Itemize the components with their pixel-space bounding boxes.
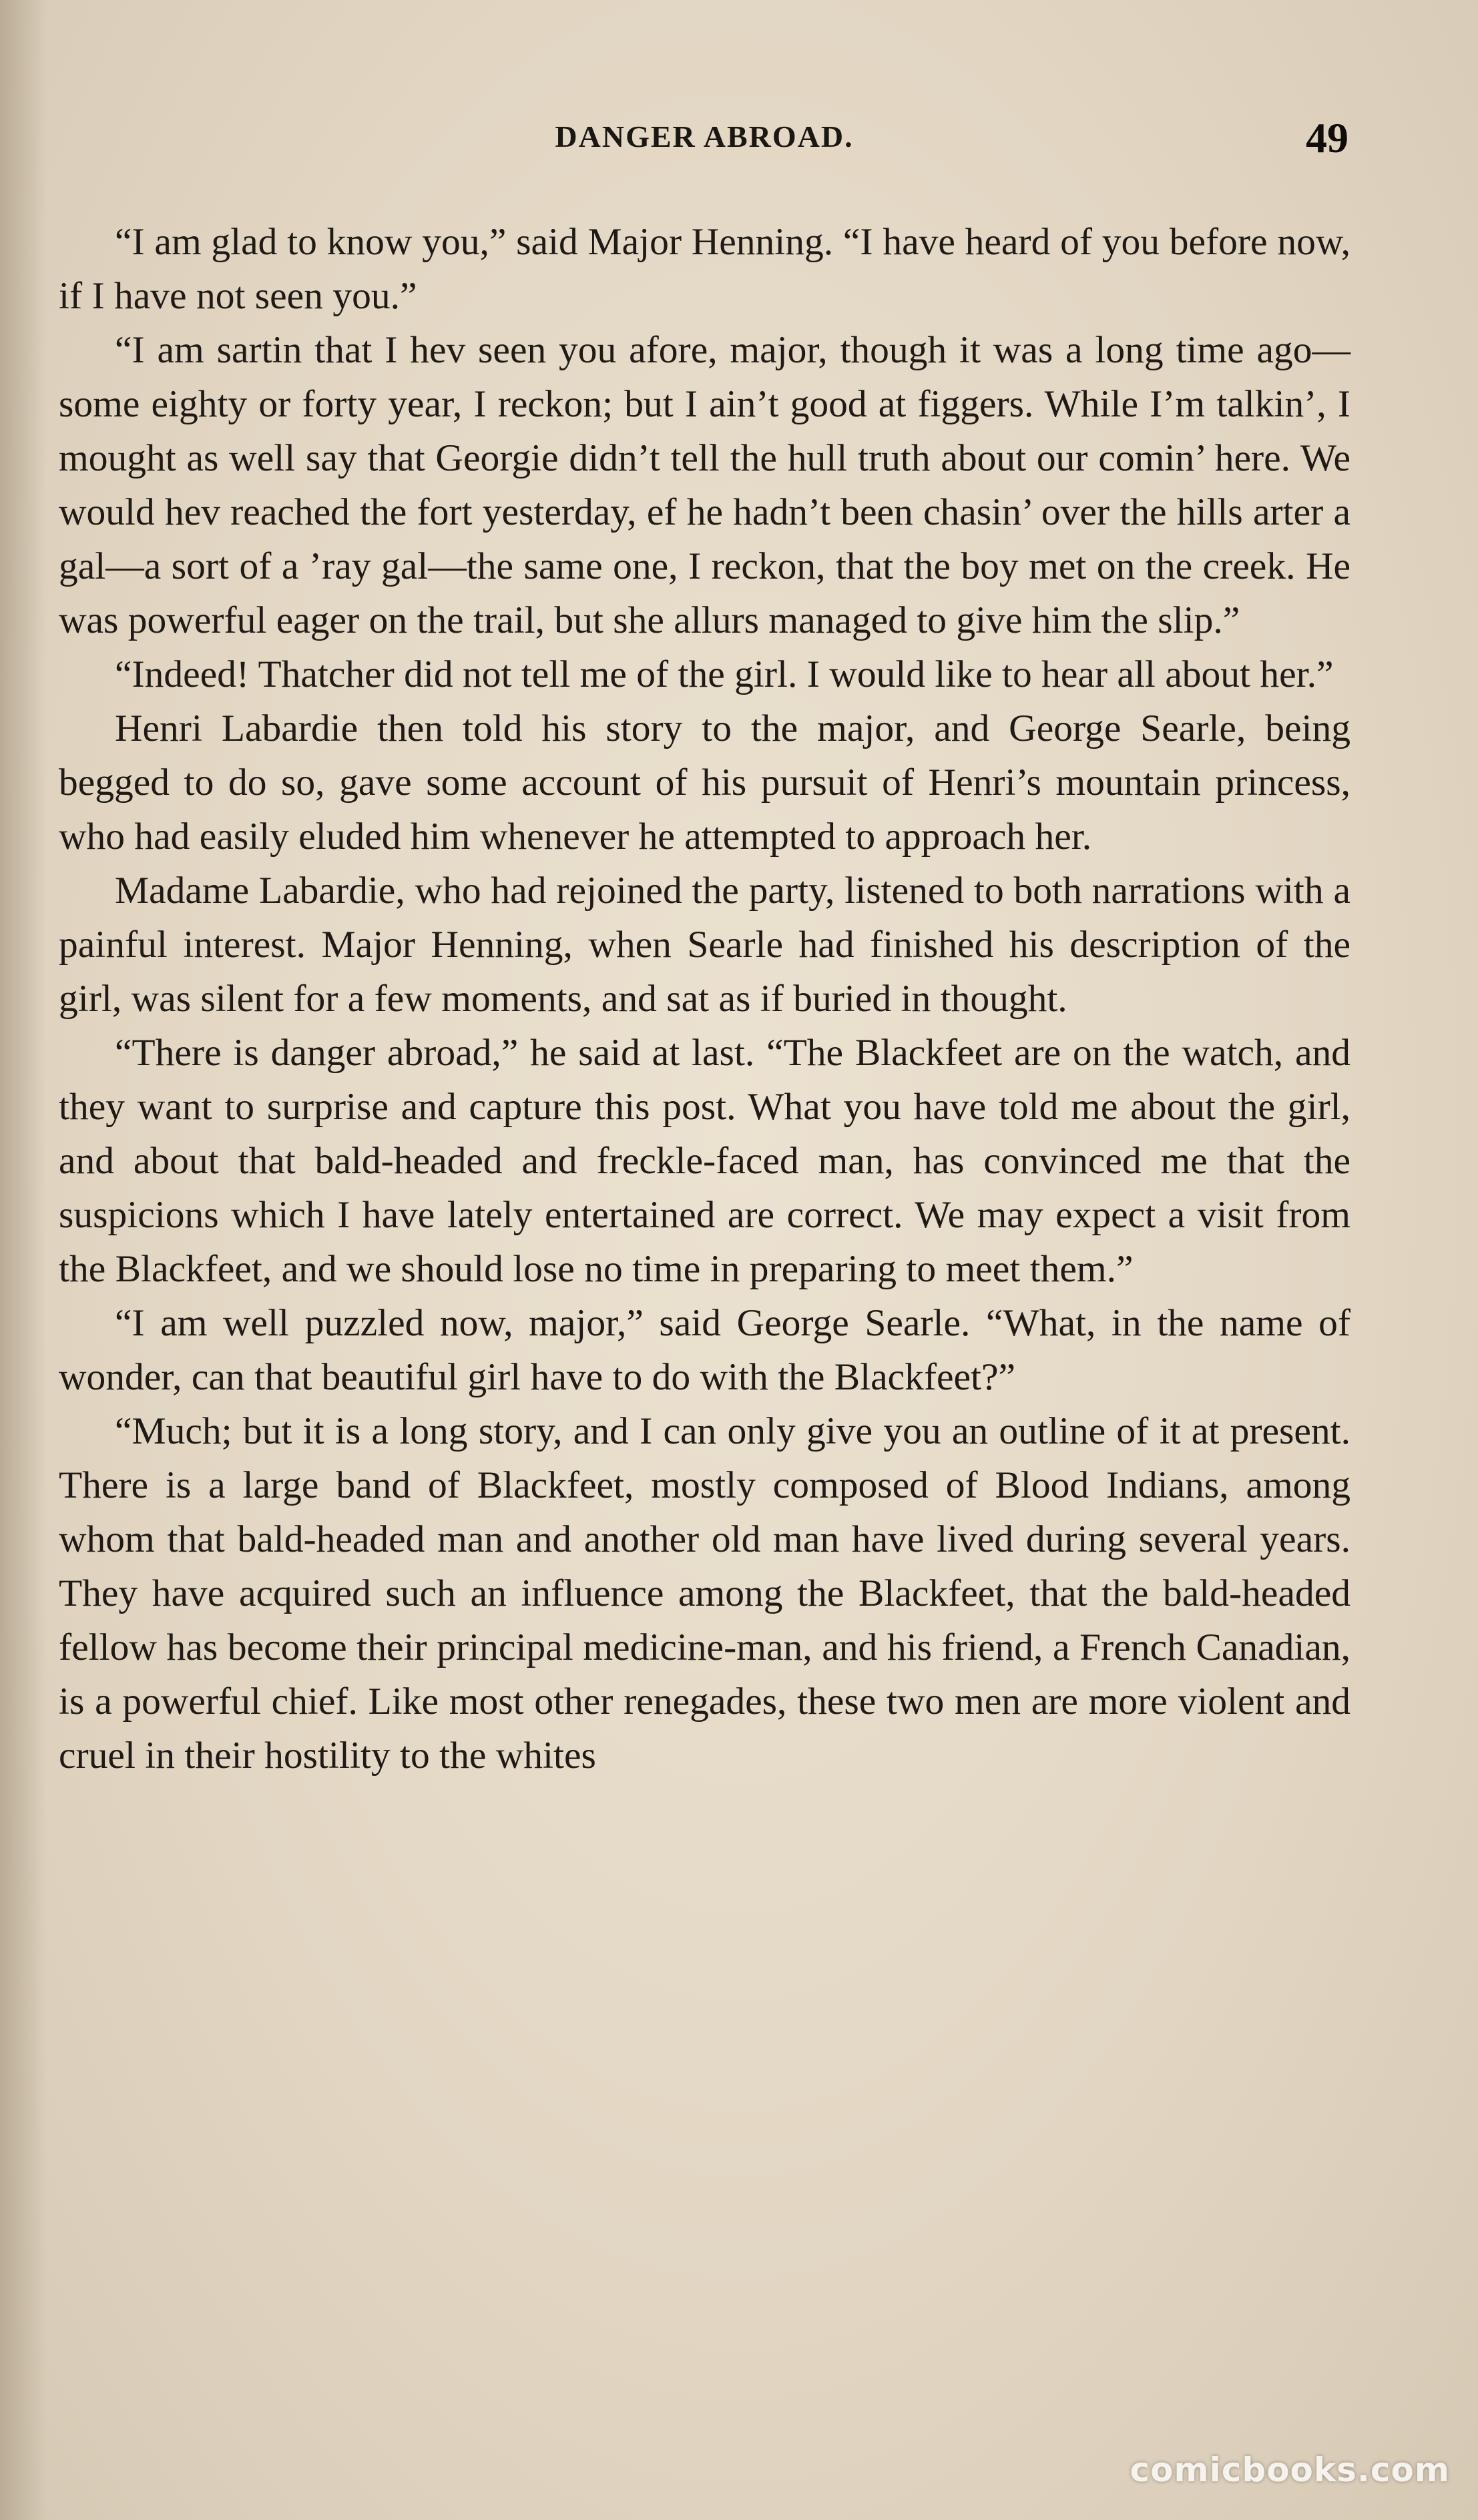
paragraph: “Indeed! Thatcher did not tell me of the girl. I would like to hear all about her.” <box>115 653 1334 695</box>
running-head: DANGER ABROAD. <box>555 119 854 153</box>
page-number: 49 <box>1306 114 1348 162</box>
body-text <box>59 215 1350 1783</box>
paragraph: “I am glad to know you,” said Major Henning. “I have heard of you before now, if I have not seen you.” <box>59 221 1350 317</box>
paragraph: Madame Labardie, who had rejoined the party, listened to both narrations with a painful interest. Major Henning, when Searle had finished his description of the girl, was silent for a few moments, and sat as if buried in thought. <box>59 870 1350 1020</box>
page-gutter-shadow <box>0 0 47 2520</box>
paragraph: Henri Labardie then told his story to the major, and George Searle, being begged to do so, gave some account of his pursuit of Henri’s mountain princess, who had easily eluded him whenever he attempted to approach her. <box>59 707 1350 858</box>
paragraph: “Much; but it is a long story, and I can only give you an outline of it at present. There is a large band of Blackfeet, mostly composed of Blood Indians, among whom that bald-headed man and another old man have lived during several years. They have acquired such an influence among the Blackfeet, that the bald-headed fellow has become their principal medicine-man, and his friend, a French Canadian, is a powerful chief. Like most other renegades, these two men are more violent and cruel in their hostility to the whites <box>59 1410 1350 1777</box>
paragraph: “I am sartin that I hev seen you afore, major, though it was a long time ago—some eighty or forty year, I reckon; but I ain’t good at figgers. While I’m talkin’, I mought as well say that Georgie didn’t tell the hull truth about our comin’ here. We would hev reached the fort yesterday, ef he hadn’t been chasin’ over the hills arter a gal—a sort of a ’ray gal—the same one, I reckon, that the boy met on the creek. He was powerful eager on the trail, but she allurs managed to give him the slip.” <box>59 329 1350 641</box>
watermark: comicbooks.com <box>1130 2451 1450 2489</box>
page-header <box>60 114 1348 166</box>
paragraph: “There is danger abroad,” he said at last. “The Blackfeet are on the watch, and they want to surprise and capture this post. What you have told me about the girl, and about that bald-headed and freckle-faced man, has convinced me that the suspicions which I have lately entertained are correct. We may expect a visit from the Blackfeet, and we should lose no time in preparing to meet them.” <box>59 1032 1350 1290</box>
paragraph: “I am well puzzled now, major,” said George Searle. “What, in the name of wonder, can that beautiful girl have to do with the Blackfeet?” <box>59 1302 1350 1398</box>
